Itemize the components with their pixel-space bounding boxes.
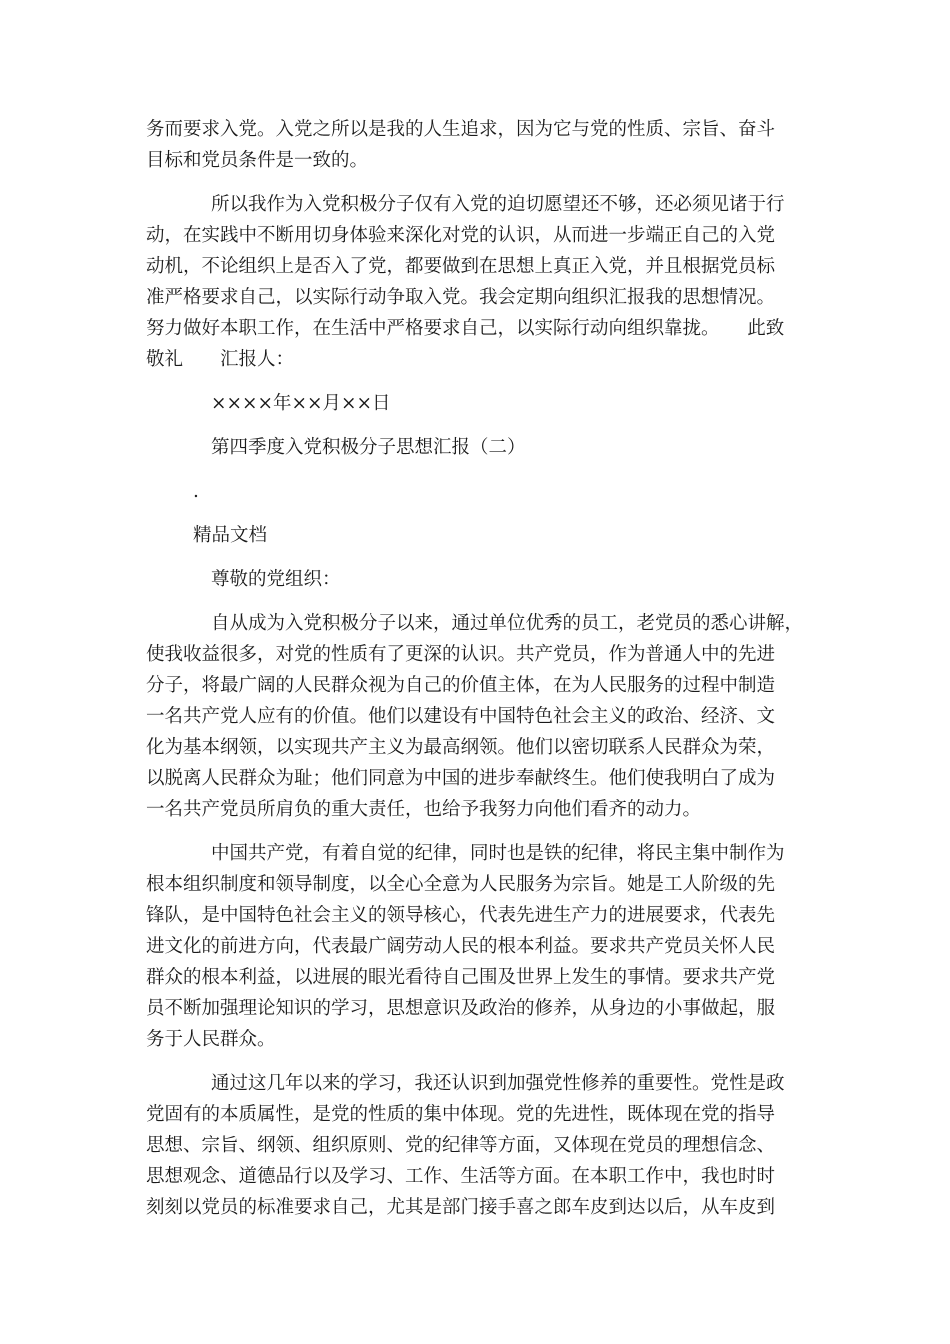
text-line: 群众的根本利益，以进展的眼光看待自己围及世界上发生的事情。要求共产党 (146, 967, 776, 988)
dot-marker: . (193, 481, 199, 502)
text-line: 思想观念、道德品行以及学习、工作、生活等方面。在本职工作中，我也时时 (146, 1166, 776, 1187)
text-line: 敬礼 汇报人： (146, 349, 295, 370)
section-title: 第四季度入党积极分子思想汇报（二） (211, 437, 526, 458)
document-page (146, 114, 806, 1223)
paragraph-3 (146, 608, 806, 825)
text-line: 一名共产党员所肩负的重大责任，也给予我努力向他们看齐的动力。 (146, 799, 702, 820)
text-line: 务于人民群众。 (146, 1029, 276, 1050)
date-line: ××××年××月××日 (211, 393, 391, 414)
text-line: 务而要求入党。入党之所以是我的人生追求，因为它与党的性质、宗旨、奋斗 (146, 119, 776, 140)
salutation: 尊敬的党组织： (211, 569, 341, 590)
text-line: 自从成为入党积极分子以来，通过单位优秀的员工，老党员的悉心讲解， (211, 613, 804, 634)
text-line: 动，在实践中不断用切身体验来深化对党的认识，从而进一步端正自己的入党 (146, 225, 776, 246)
paragraph-4 (146, 838, 806, 1055)
text-line: 一名共产党人应有的价值。他们以建设有中国特色社会主义的政治、经济、文 (146, 706, 776, 727)
text-line: 所以我作为入党积极分子仅有入党的迫切愿望还不够，还必须见诸于行 (211, 194, 785, 215)
text-line: 中国共产党，有着自觉的纪律，同时也是铁的纪律，将民主集中制作为 (211, 843, 785, 864)
watermark-text: 精品文档 (193, 525, 268, 546)
paragraph-2 (146, 189, 806, 375)
text-line: 锋队，是中国特色社会主义的领导核心，代表先进生产力的进展要求，代表先 (146, 905, 776, 926)
text-line: 党固有的本质属性，是党的性质的集中体现。党的先进性，既体现在党的指导 (146, 1104, 776, 1125)
text-line: 努力做好本职工作，在生活中严格要求自己，以实际行动向组织靠拢。 此致 (146, 318, 785, 339)
text-line: 通过这几年以来的学习，我还认识到加强党性修养的重要性。党性是政 (211, 1073, 785, 1094)
text-line: 准严格要求自己，以实际行动争取入党。我会定期向组织汇报我的思想情况。 (146, 287, 776, 308)
text-line: 使我收益很多，对党的性质有了更深的认识。共产党员，作为普通人中的先进 (146, 644, 776, 665)
text-line: 以脱离人民群众为耻；他们同意为中国的进步奉献终生。他们使我明白了成为 (146, 768, 776, 789)
paragraph-1 (146, 114, 806, 176)
text-line: 分子，将最广阔的人民群众视为自己的价值主体，在为人民服务的过程中制造 (146, 675, 776, 696)
text-line: 员不断加强理论知识的学习，思想意识及政治的修养，从身边的小事做起，服 (146, 998, 776, 1019)
text-line: 根本组织制度和领导制度，以全心全意为人民服务为宗旨。她是工人阶级的先 (146, 874, 776, 895)
text-line: 进文化的前进方向，代表最广阔劳动人民的根本利益。要求共产党员关怀人民 (146, 936, 776, 957)
text-line: 目标和党员条件是一致的。 (146, 150, 369, 171)
text-line: 化为基本纲领，以实现共产主义为最高纲领。他们以密切联系人民群众为荣， (146, 737, 776, 758)
text-line: 思想、宗旨、纲领、组织原则、党的纪律等方面，又体现在党员的理想信念、 (146, 1135, 776, 1156)
text-line: 动机，不论组织上是否入了党，都要做到在思想上真正入党，并且根据党员标 (146, 256, 776, 277)
paragraph-5 (146, 1068, 806, 1223)
text-line: 刻刻以党员的标准要求自己，尤其是部门接手喜之郎车皮到达以后，从车皮到 (146, 1197, 776, 1218)
